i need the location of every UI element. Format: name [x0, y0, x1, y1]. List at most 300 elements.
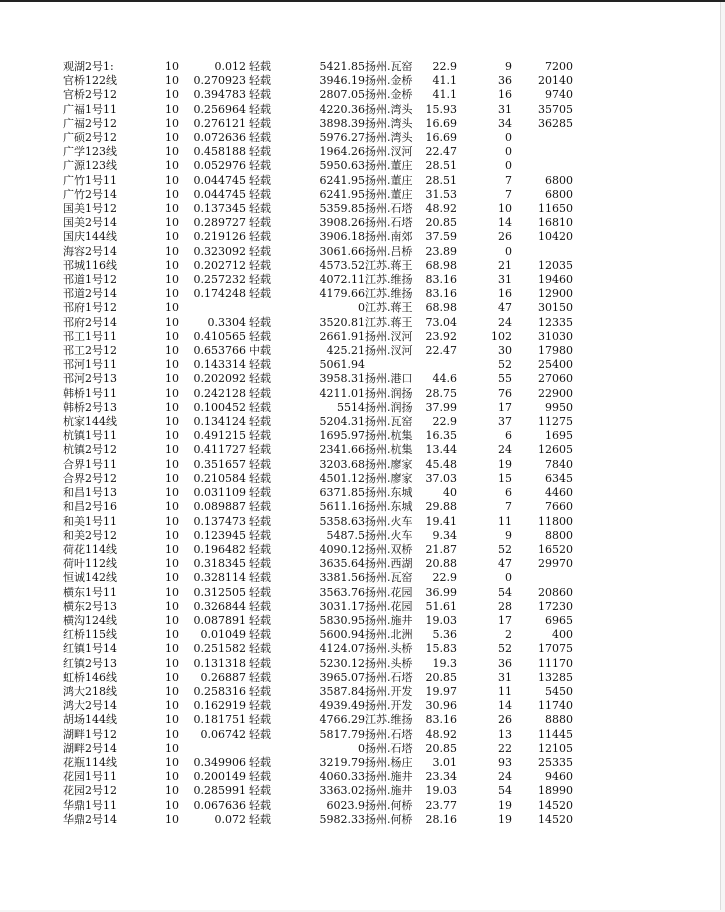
- cell-location: 江苏.维扬: [365, 287, 413, 301]
- cell-location: 扬州.石塔: [365, 670, 413, 684]
- cell-line-name: 和昌2号16: [63, 500, 117, 514]
- cell-load-type: 轻载: [249, 798, 271, 812]
- cell-location: 扬州.何桥: [365, 798, 413, 812]
- cell-ratio: 0.219126: [193, 230, 246, 244]
- cell-load-type: 轻载: [249, 173, 271, 187]
- cell-capacity: 6345: [545, 471, 573, 485]
- cell-count: 10: [165, 670, 179, 684]
- cell-location: 扬州.开发: [365, 684, 413, 698]
- cell-location: 扬州.润扬: [365, 400, 413, 414]
- cell-number: 0: [505, 159, 512, 173]
- cell-ratio: 0.044745: [193, 187, 246, 201]
- cell-count: 10: [165, 798, 179, 812]
- cell-count: 10: [165, 230, 179, 244]
- cell-capacity: 12335: [538, 315, 573, 329]
- cell-location: 扬州.杭集: [365, 443, 413, 457]
- cell-count: 10: [165, 741, 179, 755]
- cell-load-type: 轻载: [249, 670, 271, 684]
- cell-number: 2: [505, 628, 512, 642]
- cell-number: 11: [498, 684, 512, 698]
- cell-number: 17: [498, 613, 512, 627]
- cell-location: 扬州.何桥: [365, 812, 413, 826]
- cell-value: 5204.31: [319, 415, 365, 429]
- cell-location: 扬州.湾头: [365, 102, 413, 116]
- cell-value: 6023.9: [326, 798, 365, 812]
- cell-capacity: 9740: [545, 88, 573, 102]
- cell-capacity: 31030: [538, 329, 573, 343]
- cell-capacity: 11275: [538, 415, 573, 429]
- cell-load-type: 轻载: [249, 244, 271, 258]
- cell-number: 31: [498, 670, 512, 684]
- cell-ratio: 0.289727: [193, 216, 246, 230]
- table-row: [63, 372, 573, 386]
- cell-line-name: 杭镇2号12: [63, 443, 117, 457]
- cell-location: 扬州.石塔: [365, 741, 413, 755]
- cell-value: 5358.63: [319, 514, 365, 528]
- data-table: [63, 60, 573, 827]
- cell-ratio: 0.318345: [193, 557, 246, 571]
- cell-percent: 28.51: [425, 173, 457, 187]
- cell-line-name: 广福2号12: [63, 116, 117, 130]
- cell-value: 4072.11: [319, 273, 365, 287]
- cell-number: 11: [498, 514, 512, 528]
- cell-capacity: 7840: [545, 457, 573, 471]
- cell-line-name: 邗城116线: [63, 258, 117, 272]
- table-row: [63, 401, 573, 415]
- cell-capacity: 17230: [538, 599, 573, 613]
- cell-value: 5230.12: [319, 656, 365, 670]
- cell-location: 扬州.花园: [365, 585, 413, 599]
- cell-ratio: 0.162919: [193, 699, 246, 713]
- cell-line-name: 国美1号12: [63, 202, 117, 216]
- cell-percent: 15.83: [425, 642, 457, 656]
- cell-value: 5061.94: [319, 358, 365, 372]
- cell-number: 0: [505, 571, 512, 585]
- cell-value: 4573.52: [319, 258, 365, 272]
- cell-percent: 29.88: [425, 500, 457, 514]
- cell-load-type: 轻载: [249, 699, 271, 713]
- cell-capacity: 16810: [538, 216, 573, 230]
- cell-capacity: 25400: [538, 358, 573, 372]
- cell-number: 34: [498, 116, 512, 130]
- cell-value: 4124.07: [319, 642, 365, 656]
- table-row: [63, 60, 573, 74]
- table-row: [63, 188, 573, 202]
- cell-number: 54: [498, 585, 512, 599]
- cell-load-type: 轻载: [249, 287, 271, 301]
- cell-count: 10: [165, 486, 179, 500]
- cell-count: 10: [165, 60, 179, 73]
- cell-value: 4220.36: [319, 102, 365, 116]
- cell-percent: 20.85: [425, 741, 457, 755]
- cell-number: 102: [491, 329, 512, 343]
- cell-load-type: 轻载: [249, 514, 271, 528]
- cell-value: 2807.05: [319, 88, 365, 102]
- cell-value: 0: [358, 741, 365, 755]
- cell-value: 5359.85: [319, 202, 365, 216]
- cell-line-name: 官桥2号12: [63, 88, 117, 102]
- cell-load-type: 轻载: [249, 457, 271, 471]
- cell-number: 55: [498, 372, 512, 386]
- cell-count: 10: [165, 628, 179, 642]
- cell-location: 扬州.双桥: [365, 542, 413, 556]
- table-row: [63, 174, 573, 188]
- cell-ratio: 0.411727: [193, 443, 246, 457]
- cell-line-name: 邗河1号11: [63, 358, 117, 372]
- cell-value: 3906.18: [319, 230, 365, 244]
- table-row: [63, 245, 573, 259]
- cell-percent: 19.03: [425, 784, 457, 798]
- cell-percent: 19.41: [425, 514, 457, 528]
- cell-count: 10: [165, 500, 179, 514]
- cell-location: 扬州.施井: [365, 770, 413, 784]
- cell-load-type: 轻载: [249, 528, 271, 542]
- cell-value: 3965.07: [319, 670, 365, 684]
- cell-number: 0: [505, 244, 512, 258]
- cell-location: 扬州.东城: [365, 486, 413, 500]
- cell-ratio: 0.06742: [200, 727, 246, 741]
- cell-location: 扬州.湾头: [365, 116, 413, 130]
- cell-capacity: 9460: [545, 770, 573, 784]
- cell-location: [365, 358, 425, 372]
- cell-percent: 48.92: [425, 727, 457, 741]
- cell-capacity: 5450: [545, 684, 573, 698]
- cell-capacity: 17980: [538, 344, 573, 358]
- cell-load-type: [246, 742, 279, 756]
- cell-capacity: 27060: [538, 372, 573, 386]
- cell-location: 扬州.火车: [365, 514, 413, 528]
- cell-line-name: 杭家144线: [63, 415, 117, 429]
- cell-count: 10: [165, 471, 179, 485]
- cell-load-type: 中载: [249, 344, 271, 358]
- cell-percent: 22.9: [432, 571, 457, 585]
- cell-line-name: 华鼎1号11: [63, 798, 117, 812]
- cell-load-type: 轻载: [249, 613, 271, 627]
- cell-percent: 83.16: [425, 287, 457, 301]
- table-row: [63, 472, 573, 486]
- cell-line-name: 湖畔2号14: [63, 741, 117, 755]
- cell-number: 6: [505, 429, 512, 443]
- cell-line-name: 花园1号11: [63, 770, 117, 784]
- cell-number: 31: [498, 273, 512, 287]
- cell-ratio: [179, 301, 246, 315]
- cell-value: 3908.26: [319, 216, 365, 230]
- cell-value: 3219.79: [319, 755, 365, 769]
- cell-capacity: [512, 245, 573, 259]
- cell-percent: 9.34: [432, 528, 457, 542]
- cell-number: 24: [498, 770, 512, 784]
- cell-number: 19: [498, 812, 512, 826]
- cell-number: 52: [498, 642, 512, 656]
- cell-load-type: 轻载: [249, 713, 271, 727]
- table-row: [63, 259, 573, 273]
- cell-count: 10: [165, 315, 179, 329]
- cell-number: 37: [498, 415, 512, 429]
- cell-number: 19: [498, 457, 512, 471]
- cell-percent: 37.59: [425, 230, 457, 244]
- cell-capacity: 8880: [545, 713, 573, 727]
- cell-number: 7: [505, 187, 512, 201]
- cell-load-type: 轻载: [249, 202, 271, 216]
- cell-percent: 19.03: [425, 613, 457, 627]
- cell-count: 10: [165, 542, 179, 556]
- table-row: [63, 685, 573, 699]
- cell-load-type: 轻载: [249, 784, 271, 798]
- cell-ratio: 0.123945: [193, 528, 246, 542]
- cell-ratio: 0.326844: [193, 599, 246, 613]
- cell-location: 江苏.维扬: [365, 713, 413, 727]
- cell-value: 4179.66: [319, 287, 365, 301]
- cell-number: 7: [505, 173, 512, 187]
- cell-value: 425.21: [326, 344, 365, 358]
- cell-capacity: 12900: [538, 287, 573, 301]
- cell-capacity: [512, 571, 573, 585]
- cell-count: 10: [165, 457, 179, 471]
- cell-ratio: 0.089887: [193, 500, 246, 514]
- cell-count: 10: [165, 102, 179, 116]
- cell-value: 5514: [337, 400, 365, 414]
- table-row: [63, 273, 573, 287]
- cell-percent: 28.75: [425, 386, 457, 400]
- cell-line-name: 横沟124线: [63, 613, 117, 627]
- cell-ratio: 0.410565: [193, 329, 246, 343]
- table-row: [63, 770, 573, 784]
- cell-number: 16: [498, 287, 512, 301]
- cell-location: 扬州.金桥: [365, 88, 413, 102]
- cell-value: 6241.95: [319, 187, 365, 201]
- cell-load-type: 轻载: [249, 628, 271, 642]
- cell-location: 扬州.瓦窑: [365, 571, 413, 585]
- cell-capacity: 12035: [538, 258, 573, 272]
- cell-percent: 83.16: [425, 713, 457, 727]
- cell-ratio: 0.491215: [193, 429, 246, 443]
- cell-count: 10: [165, 557, 179, 571]
- cell-capacity: 400: [552, 628, 573, 642]
- cell-ratio: 0.351657: [193, 457, 246, 471]
- cell-count: 10: [165, 812, 179, 826]
- cell-count: 10: [165, 755, 179, 769]
- cell-ratio: 0.257232: [193, 273, 246, 287]
- cell-location: 扬州.润扬: [365, 386, 413, 400]
- cell-ratio: 0.210584: [193, 471, 246, 485]
- cell-percent: 36.99: [425, 585, 457, 599]
- cell-load-type: 轻载: [249, 642, 271, 656]
- cell-line-name: 合界1号11: [63, 457, 117, 471]
- cell-ratio: 0.276121: [193, 116, 246, 130]
- cell-location: 扬州.杨庄: [365, 755, 413, 769]
- cell-load-type: 轻载: [249, 131, 271, 145]
- cell-ratio: [179, 742, 246, 756]
- cell-value: 0: [358, 301, 365, 315]
- cell-value: 3898.39: [319, 116, 365, 130]
- cell-count: 10: [165, 429, 179, 443]
- cell-line-name: 花园2号12: [63, 784, 117, 798]
- cell-load-type: 轻载: [249, 755, 271, 769]
- cell-ratio: 0.312505: [193, 585, 246, 599]
- cell-number: 76: [498, 386, 512, 400]
- cell-location: 扬州.瓦窑: [365, 415, 413, 429]
- cell-line-name: 邗道2号14: [63, 287, 117, 301]
- cell-location: 江苏.维扬: [365, 273, 413, 287]
- cell-number: 24: [498, 443, 512, 457]
- cell-number: 10: [498, 202, 512, 216]
- table-row: [63, 301, 573, 315]
- cell-count: 10: [165, 642, 179, 656]
- cell-location: 扬州.汊河: [365, 329, 413, 343]
- cell-location: 扬州.董庄: [365, 159, 413, 173]
- cell-capacity: 19460: [538, 273, 573, 287]
- cell-value: 3203.68: [319, 457, 365, 471]
- cell-count: 10: [165, 599, 179, 613]
- table-row: [63, 145, 573, 159]
- cell-number: 6: [505, 486, 512, 500]
- cell-capacity: 16520: [538, 542, 573, 556]
- cell-line-name: 广竹1号11: [63, 173, 117, 187]
- cell-load-type: [246, 301, 279, 315]
- cell-capacity: 17075: [538, 642, 573, 656]
- cell-location: 扬州.头桥: [365, 656, 413, 670]
- cell-location: 扬州.汊河: [365, 145, 413, 159]
- cell-percent: 48.92: [425, 202, 457, 216]
- cell-load-type: 轻载: [249, 386, 271, 400]
- cell-value: 1964.26: [319, 145, 365, 159]
- table-row: [63, 202, 573, 216]
- table-row: [63, 103, 573, 117]
- cell-value: 4501.12: [319, 471, 365, 485]
- table-row: [63, 344, 573, 358]
- cell-percent: 51.61: [425, 599, 457, 613]
- cell-value: 2661.91: [319, 329, 365, 343]
- document-page: [0, 2, 721, 910]
- cell-location: 扬州.石塔: [365, 216, 413, 230]
- cell-location: 江苏.蒋王: [365, 315, 413, 329]
- cell-value: 4060.33: [319, 770, 365, 784]
- cell-ratio: 0.012: [214, 60, 246, 73]
- cell-percent: 16.69: [425, 131, 457, 145]
- cell-percent: 22.9: [432, 415, 457, 429]
- cell-percent: 22.9: [432, 60, 457, 73]
- cell-location: 扬州.南郊: [365, 230, 413, 244]
- cell-capacity: 6800: [545, 173, 573, 187]
- cell-number: 93: [498, 755, 512, 769]
- cell-number: 52: [498, 542, 512, 556]
- table-body: [63, 60, 573, 827]
- cell-ratio: 0.137473: [193, 514, 246, 528]
- cell-count: 10: [165, 613, 179, 627]
- cell-load-type: 轻载: [249, 429, 271, 443]
- cell-line-name: 邗府2号14: [63, 315, 117, 329]
- cell-load-type: 轻载: [249, 159, 271, 173]
- cell-capacity: 30150: [538, 301, 573, 315]
- cell-number: 15: [498, 471, 512, 485]
- cell-ratio: 0.3304: [207, 315, 246, 329]
- cell-number: 0: [505, 145, 512, 159]
- cell-value: 3587.84: [319, 684, 365, 698]
- table-row: [63, 657, 573, 671]
- cell-line-name: 海容2号14: [63, 244, 117, 258]
- cell-percent: 20.85: [425, 216, 457, 230]
- table-row: [63, 159, 573, 173]
- cell-value: 6371.85: [319, 486, 365, 500]
- table-row: [63, 642, 573, 656]
- cell-capacity: 4460: [545, 486, 573, 500]
- cell-load-type: 轻载: [249, 187, 271, 201]
- table-row: [63, 614, 573, 628]
- cell-count: 10: [165, 273, 179, 287]
- cell-percent: 21.87: [425, 542, 457, 556]
- cell-load-type: 轻载: [249, 727, 271, 741]
- cell-load-type: 轻载: [249, 486, 271, 500]
- cell-percent: 44.6: [432, 372, 457, 386]
- table-row: [63, 557, 573, 571]
- cell-number: 26: [498, 230, 512, 244]
- cell-percent: 22.47: [425, 145, 457, 159]
- cell-line-name: 广硕2号12: [63, 131, 117, 145]
- cell-load-type: 轻载: [249, 599, 271, 613]
- cell-location: 扬州.湾头: [365, 131, 413, 145]
- cell-location: 扬州.东城: [365, 500, 413, 514]
- cell-line-name: 邗工2号12: [63, 344, 117, 358]
- cell-ratio: 0.349906: [193, 755, 246, 769]
- cell-location: 扬州.廖家: [365, 457, 413, 471]
- cell-capacity: 22900: [538, 386, 573, 400]
- cell-line-name: 韩桥1号11: [63, 386, 117, 400]
- cell-load-type: 轻载: [249, 145, 271, 159]
- cell-line-name: 和美1号11: [63, 514, 117, 528]
- table-row: [63, 600, 573, 614]
- cell-percent: 37.99: [425, 400, 457, 414]
- cell-line-name: 鸿大218线: [63, 684, 117, 698]
- cell-count: 10: [165, 244, 179, 258]
- cell-capacity: 11800: [538, 514, 573, 528]
- cell-number: 9: [505, 528, 512, 542]
- table-row: [63, 728, 573, 742]
- cell-line-name: 广竹2号14: [63, 187, 117, 201]
- cell-capacity: [512, 131, 573, 145]
- cell-ratio: 0.270923: [193, 74, 246, 88]
- cell-percent: 83.16: [425, 273, 457, 287]
- cell-ratio: 0.131318: [193, 656, 246, 670]
- cell-number: 52: [498, 358, 512, 372]
- cell-capacity: 11650: [538, 202, 573, 216]
- cell-location: 扬州.施井: [365, 784, 413, 798]
- cell-location: 扬州.吕桥: [365, 244, 413, 258]
- cell-number: 21: [498, 258, 512, 272]
- cell-percent: 68.98: [425, 258, 457, 272]
- cell-percent: 68.98: [425, 301, 457, 315]
- cell-load-type: 轻载: [249, 230, 271, 244]
- cell-value: 3031.17: [319, 599, 365, 613]
- cell-number: 0: [505, 131, 512, 145]
- cell-number: 47: [498, 301, 512, 315]
- table-row: [63, 387, 573, 401]
- cell-percent: 30.96: [425, 699, 457, 713]
- cell-value: 3563.76: [319, 585, 365, 599]
- cell-load-type: 轻载: [249, 443, 271, 457]
- table-row: [63, 699, 573, 713]
- cell-value: 5950.63: [319, 159, 365, 173]
- cell-percent: 16.69: [425, 116, 457, 130]
- cell-load-type: 轻载: [249, 102, 271, 116]
- cell-number: 36: [498, 656, 512, 670]
- table-row: [63, 443, 573, 457]
- cell-line-name: 花瓶114线: [63, 755, 117, 769]
- cell-number: 7: [505, 500, 512, 514]
- cell-location: 扬州.石塔: [365, 202, 413, 216]
- cell-load-type: 轻载: [249, 656, 271, 670]
- table-row: [63, 586, 573, 600]
- cell-count: 10: [165, 443, 179, 457]
